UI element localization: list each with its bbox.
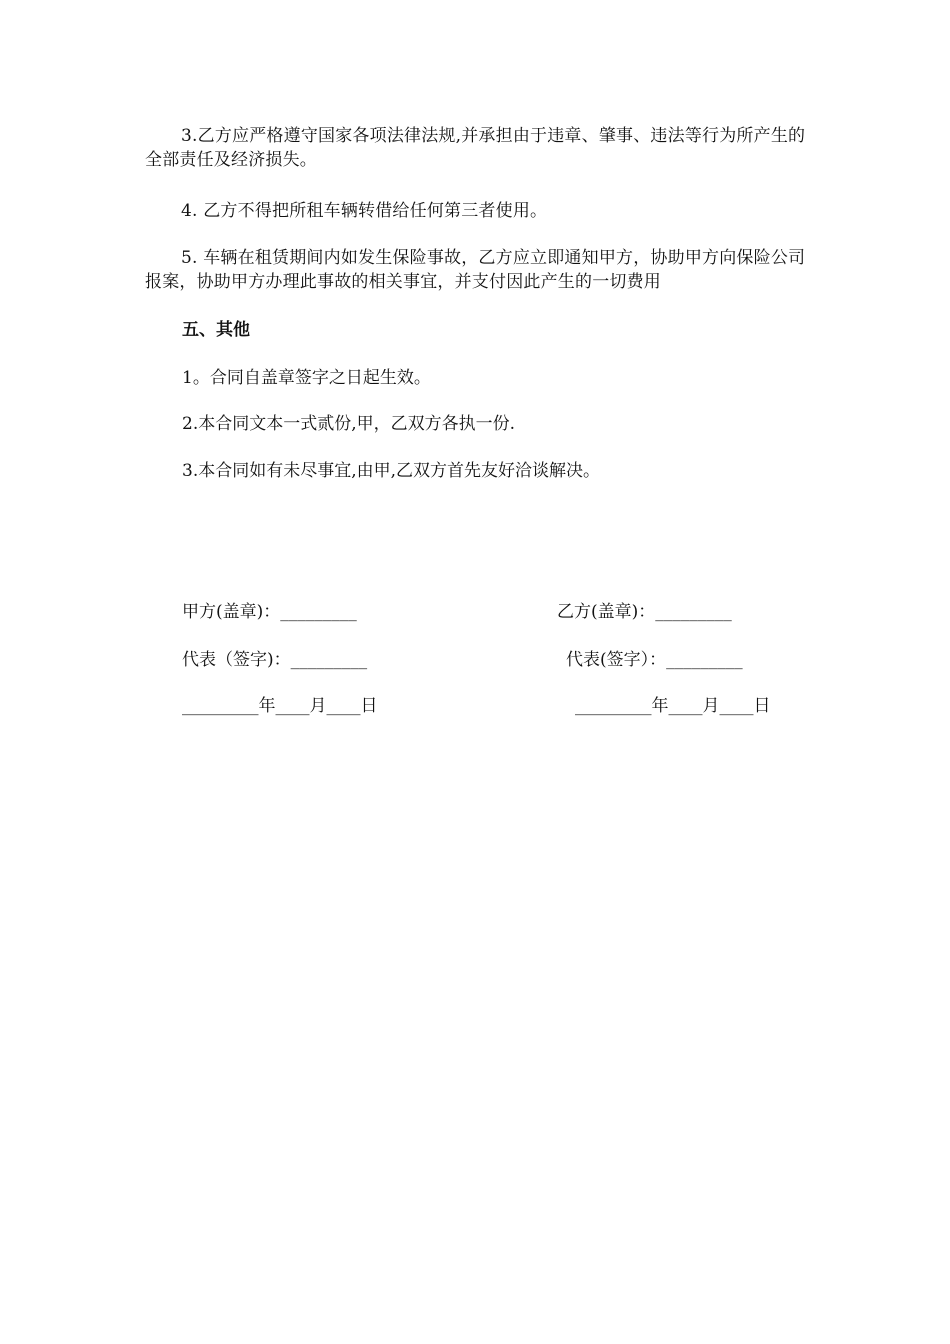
- party-a-seal-line: 甲方(盖章)：_________: [182, 602, 357, 622]
- clause-4-paragraph: 4. 乙方不得把所租车辆转借给任何第三者使用。: [181, 201, 548, 221]
- section-five-item-1: 1。合同自盖章签字之日起生效。: [182, 368, 431, 388]
- clause-3-paragraph: 3.乙方应严格遵守国家各项法律法规,并承担由于违章、肇事、违法等行为所产生的全部责任及经济损失。: [145, 126, 806, 170]
- party-a-date-line: _________年____月____日: [182, 696, 378, 716]
- party-a-representative-line: 代表（签字)：_________: [182, 650, 368, 670]
- party-b-representative-line: 代表(签字）：_________: [566, 650, 743, 670]
- clause-5-paragraph: 5. 车辆在租赁期间内如发生保险事故，乙方应立即通知甲方，协助甲方向保险公司报案，协助甲方办理此事故的相关事宜，并支付因此产生的一切费用: [145, 248, 806, 292]
- party-b-seal-line: 乙方(盖章)：_________: [557, 602, 732, 622]
- section-five-heading: 五、其他: [182, 320, 250, 340]
- section-five-item-3: 3.本合同如有未尽事宜,由甲,乙双方首先友好洽谈解决。: [182, 461, 601, 481]
- party-b-date-line: _________年____月____日: [575, 696, 771, 716]
- section-five-item-2: 2.本合同文本一式贰份,甲，乙双方各执一份.: [182, 414, 516, 434]
